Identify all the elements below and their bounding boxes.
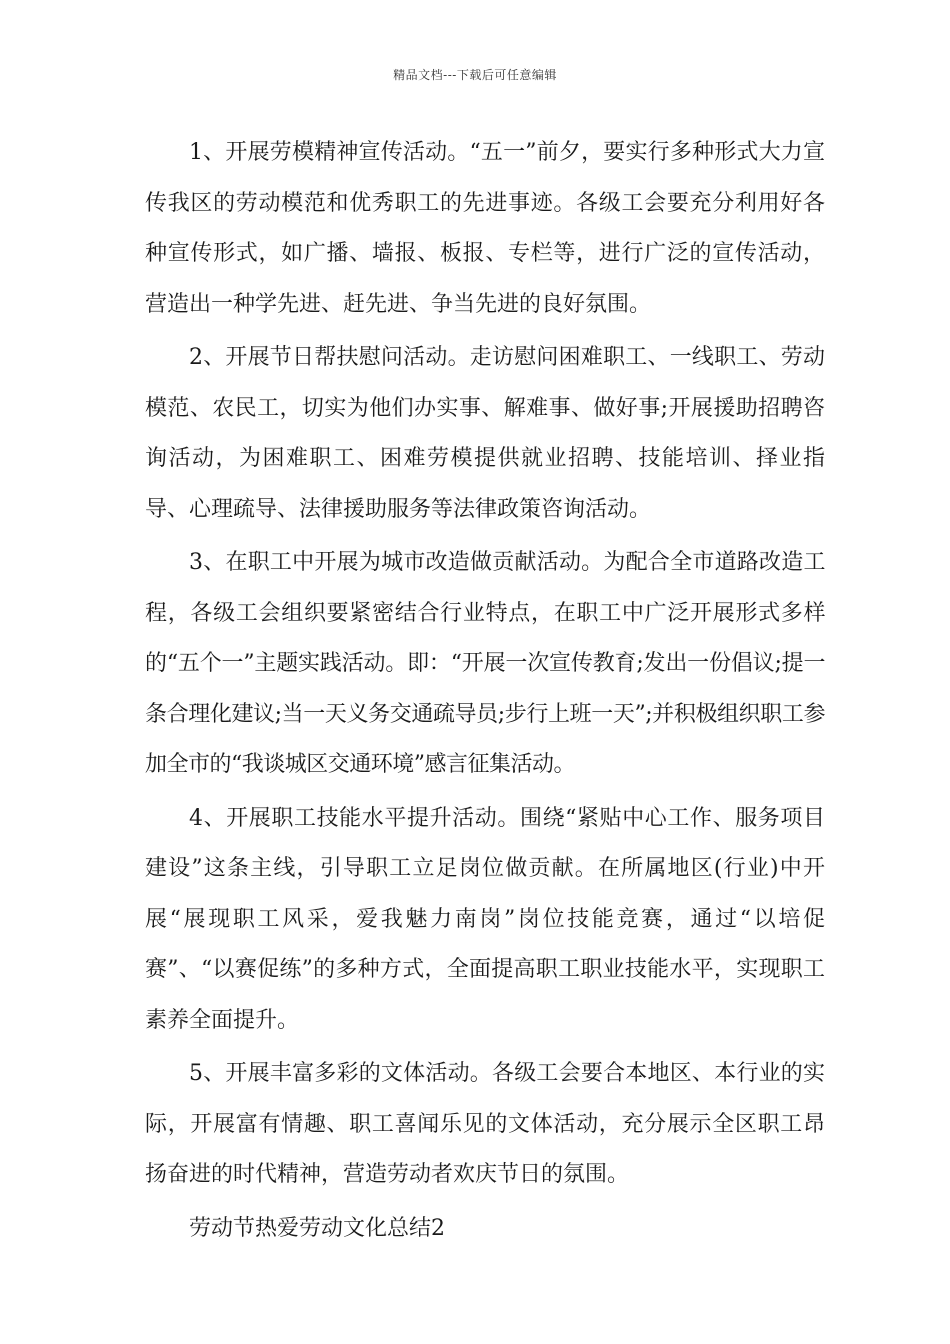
paragraph-5: 5、开展丰富多彩的文体活动。各级工会要合本地区、本行业的实际，开展富有情趣、职工喜闻乐见的文体活动，充分展示全区职工昂扬奋进的时代精神，营造劳动者欢庆节日的氛围。 <box>145 1061 825 1187</box>
paragraph-3: 3、在职工中开展为城市改造做贡献活动。为配合全市道路改造工程，各级工会组织要紧密结合行业特点，在职工中广泛开展形式多样的“五个一”主题实践活动。即：“开展一次宣传教育;发出一份倡议;提一条合理化建议;当一天义务交通疏导员;步行上班一天”;并积极组织职工参加全市的“我谈城区交通环境”感言征集活动。 <box>145 550 825 777</box>
section-subtitle: 劳动节热爱劳动文化总结2 <box>189 1215 445 1241</box>
page-header: 精品文档---下载后可任意编辑 <box>393 68 557 82</box>
document-body <box>145 128 825 1254</box>
paragraph-1: 1、开展劳模精神宣传活动。“五一”前夕，要实行多种形式大力宣传我区的劳动模范和优秀职工的先进事迹。各级工会要充分利用好各种宣传形式，如广播、墙报、板报、专栏等，进行广泛的宣传活动，营造出一种学先进、赶先进、争当先进的良好氛围。 <box>145 140 825 317</box>
paragraph-2: 2、开展节日帮扶慰问活动。走访慰问困难职工、一线职工、劳动模范、农民工，切实为他们办实事、解难事、做好事;开展援助招聘咨询活动，为困难职工、困难劳模提供就业招聘、技能培训、择业指导、心理疏导、法律援助服务等法律政策咨询活动。 <box>145 345 825 522</box>
paragraph-4: 4、开展职工技能水平提升活动。围绕“紧贴中心工作、服务项目建设”这条主线，引导职工立足岗位做贡献。在所属地区(行业)中开展“展现职工风采，爱我魅力南岗”岗位技能竞赛，通过“以培促赛”、“以赛促练”的多种方式，全面提高职工职业技能水平，实现职工素养全面提升。 <box>145 805 825 1033</box>
